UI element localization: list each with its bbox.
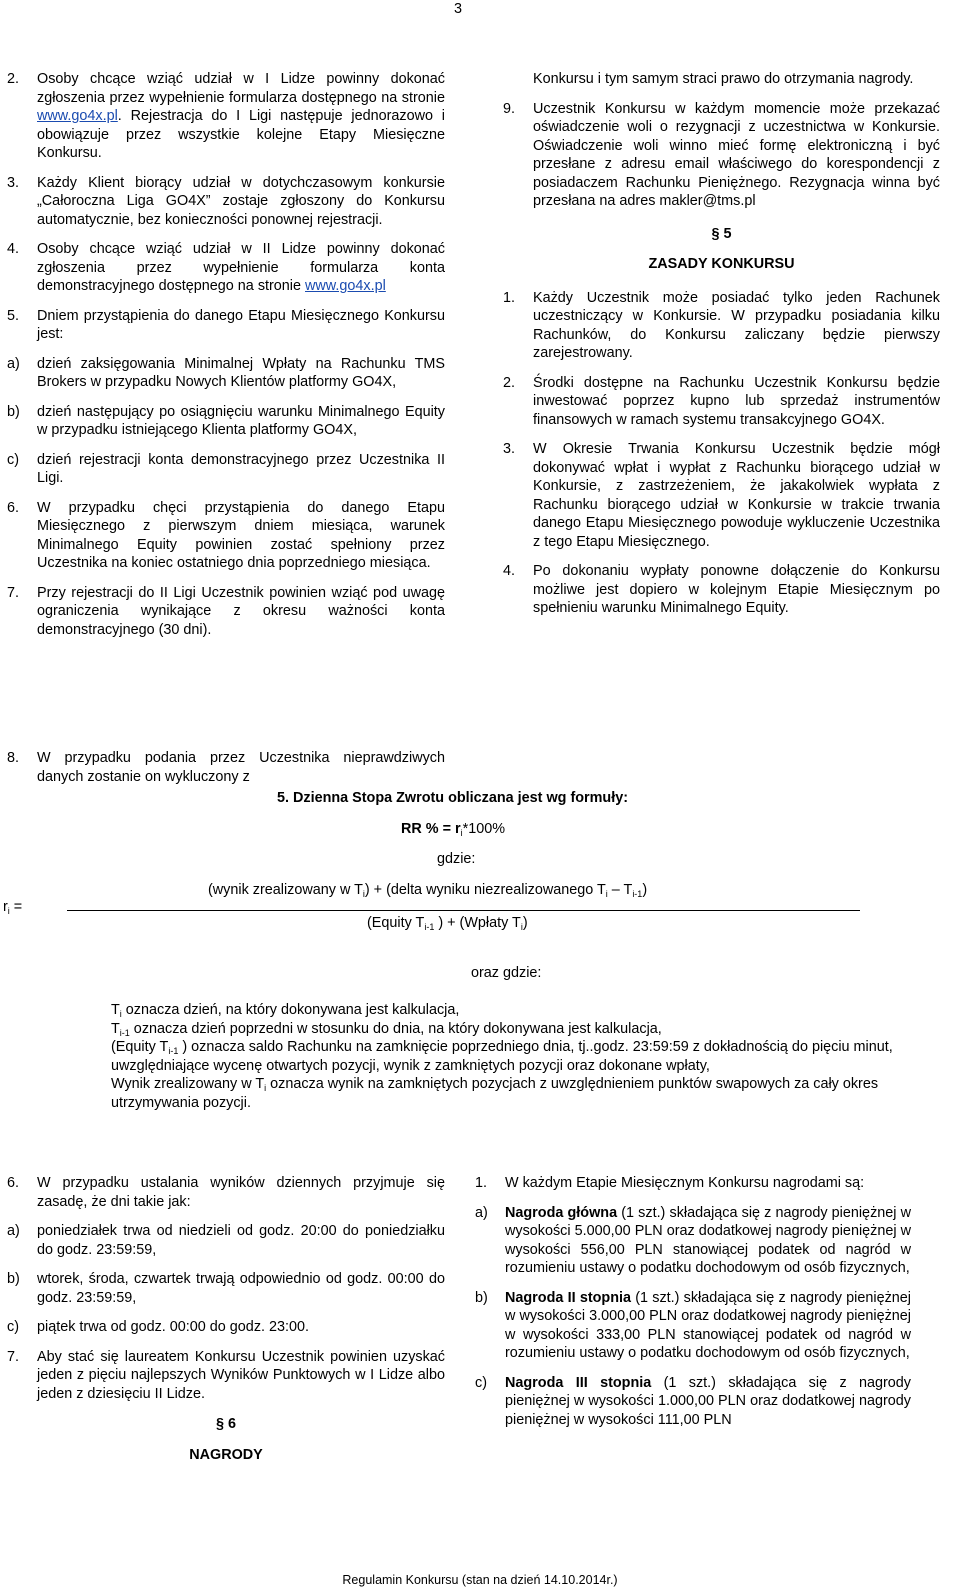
left-item-8: 8. W przypadku podania przez Uczestnika nieprawdziwych danych zostanie on wykluczony z xyxy=(7,750,445,785)
left-item-7: 7. Przy rejestracji do II Ligi Uczestnik powinien wziąć pod uwagę ograniczenia wynikające z okresu ważności konta demonstracyjnego (30 dni). xyxy=(7,584,445,638)
definition-wynik: Wynik zrealizowany w $T_i$ oznacza wynik na zamkniętych pozycjach z uwzględnieniem punktów swapowych za cały okres utrzymywania pozycji. xyxy=(111,1076,879,1111)
left-item-5b: b) dzień następujący po osiągnięciu warunku Minimalnego Equity w przypadku istniejącego Klienta platformy GO4X, xyxy=(7,403,445,438)
left-item-2: 2. Osoby chcące wziąć udział w I Lidze powinny dokonać zgłoszenia przez wypełnienie formularza dostępnego na stronie www.go4x.pl. Rejestracja do I Ligi następuje jednorazowo i obowiązuje przez wszystkie kolejne Etapy Miesięczne Konkursu. xyxy=(7,71,445,161)
go4x-link[interactable]: www.go4x.pl xyxy=(305,278,386,294)
definition-equity: (Equity $T_{i-1}$ ) oznacza saldo Rachunku na zamknięcie poprzedniego dnia, tj..godz. 23:59:59 z dokładnością do pięciu minut, uwzględniające wycenę otwartych pozycji, wynik z zamkniętych pozycji oraz dokonane wpłaty, xyxy=(111,1039,893,1074)
bottom-left-item-b: b) wtorek, środa, czwartek trwają odpowiednio od godz. 00:00 do godz. 23:59:59, xyxy=(7,1271,445,1306)
prize-main: a) Nagroda główna (1 szt.) składająca się z nagrody pieniężnej w wysokości 5.000,00 PLN oraz dodatkowej nagrody pieniężnej w wysokości 556,00 PLN stanowiącej podatek od nagród w rozumieniu ustawy o podatku dochodowym od osób fizycznych, xyxy=(475,1204,911,1276)
bottom-left-item-6: 6. W przypadku ustalania wyników dziennych przyjmuje się zasadę, że dni takie jak: xyxy=(7,1175,445,1210)
section-6-symbol: § 6 xyxy=(215,1416,236,1432)
left-item-5: 5. Dniem przystąpienia do danego Etapu Miesięcznego Konkursu jest: xyxy=(7,307,445,342)
right-item-1: 1. Każdy Uczestnik może posiadać tylko jeden Rachunek uczestniczący w Konkursie. W przypadku posiadania kilku Rachunków, do Konkursu zaliczany będzie pierwszy zarejestrowany. xyxy=(503,289,940,361)
formula-numerator: (wynik zrealizowany w $T_i$) + (delta wyniku niezrealizowanego $T_i - T_{i-1}$) xyxy=(208,882,648,899)
bottom-left-item-7: 7. Aby stać się laureatem Konkursu Uczestnik powinien uzyskać jeden z pięciu najlepszych Wyników Punktowych w I Lidze albo jeden z dziesięciu II Lidze. xyxy=(7,1348,445,1402)
section-5-symbol: § 5 xyxy=(711,225,732,242)
bottom-left-item-c: c) piątek trwa od godz. 00:00 do godz. 23:00. xyxy=(7,1319,310,1335)
bottom-left-item-a: a) poniedziałek trwa od niedzieli od godz. 20:00 do poniedziałku do godz. 23:59:59, xyxy=(7,1223,445,1258)
left-item-5a: a) dzień zaksięgowania Minimalnej Wpłaty na Rachunku TMS Brokers w przypadku Nowych Klientów platformy GO4X, xyxy=(7,355,445,390)
prize-second: b) Nagroda II stopnia (1 szt.) składająca się z nagrody pieniężnej w wysokości 3.000,00 PLN oraz dodatkowej nagrody pieniężnej w wysokości 333,00 PLN stanowiącej podatek od nagród w rozumieniu ustawy o podatku dochodowym od osób fizycznych, xyxy=(475,1289,911,1361)
right-item-9: 9. Uczestnik Konkursu w każdym momencie może przekazać oświadczenie woli o rezygnacji z uczestnictwa w Konkursie. Oświadczenie woli winno mieć formę elektroniczną i być przesłane z adresu email właściwego do korespondencji z posiadaczem Rachunku Pieniężnego. Rezygnacja winna być przesłana na adres makler@tms.pl xyxy=(503,100,940,209)
rr-formula: RR % = $r_i*100\%$ xyxy=(401,821,505,838)
right-item-3: 3. W Okresie Trwania Konkursu Uczestnik będzie mógł dokonywać wpłat i wypłat z Rachunku biorącego udział w Konkursie, z zastrzeżeniem, że jakakolwiek wypłata z Rachunku biorącego udział w Konkursie w trakcie trwania danego Etapu Miesięcznego powoduje wykluczenie Uczestnika z tego Etapu Miesięcznego. xyxy=(503,441,940,550)
definitions xyxy=(111,1001,916,1112)
formula-denominator: (Equity $T_{i-1}$ ) + (Wpłaty $T_i$) xyxy=(367,915,528,932)
right-item-4: 4. Po dokonaniu wypłaty ponowne dołączenie do Konkursu możliwe jest dopiero w kolejnym Etapie Miesięcznym po spełnieniu warunku Minimalnego Equity. xyxy=(503,563,940,616)
bottom-right-column xyxy=(475,1174,911,1440)
ri-label: $r_i$ = xyxy=(3,899,23,916)
fraction-line xyxy=(67,910,860,911)
left-item-6: 6. W przypadku chęci przystąpienia do danego Etapu Miesięcznego z pierwszym dniem miesiąca, warunek Minimalnego Equity powinien zostać spełniony przez Uczestnika na koniec ostatniego dnia poprzedniego miesiąca. xyxy=(7,499,445,571)
definition-ti-1: $T_{i-1}$ oznacza dzień poprzedni w stosunku do dnia, na który dokonywana jest kalkulacja, xyxy=(111,1020,662,1038)
go4x-link[interactable]: www.go4x.pl xyxy=(37,108,118,124)
right-continuation: Konkursu i tym samym straci prawo do otrzymania nagrody. xyxy=(533,71,914,87)
right-item-2: 2. Środki dostępne na Rachunku Uczestnik Konkursu będzie inwestować poprzez kupno lub sprzedaż instrumentów finansowych w ramach systemu transakcyjnego GO4X. xyxy=(503,374,940,428)
section-6-title: NAGRODY xyxy=(189,1446,263,1463)
left-column xyxy=(7,70,445,650)
prize-third: c) Nagroda III stopnia (1 szt.) składająca się z nagrody pieniężnej w wysokości 1.000,00 PLN oraz dodatkowej nagrody pieniężnej w wysokości 111,00 PLN xyxy=(475,1374,912,1428)
section-5-title: ZASADY KONKURSU xyxy=(648,256,795,272)
left-item-5c: c) dzień rejestracji konta demonstracyjnego przez Uczestnika II Ligi. xyxy=(7,451,445,486)
definition-ti: $T_i$ oznacza dzień, na który dokonywana jest kalkulacja, xyxy=(111,1002,460,1019)
oraz-gdzie-label: oraz gdzie: xyxy=(471,965,542,981)
gdzie-label: gdzie: xyxy=(437,851,476,867)
prizes-intro: 1. W każdym Etapie Miesięcznym Konkursu nagrodami są: xyxy=(475,1175,865,1191)
left-item-4: 4. Osoby chcące wziąć udział w II Lidze powinny dokonać zgłoszenia przez wypełnienie formularza konta demonstracyjnego dostępnego na stronie www.go4x.pl xyxy=(7,241,445,294)
left-item-3: 3. Każdy Klient biorący udział w dotychczasowym konkursie „Całoroczna Liga GO4X” zostaje zgłoszony do Konkursu automatycznie, bez konieczności ponownej rejestracji. xyxy=(7,174,445,228)
page-number: 3 xyxy=(454,1,463,17)
footer: Regulamin Konkursu (stan na dzień 14.10.2014r.) xyxy=(342,1573,618,1587)
right-column xyxy=(503,70,940,629)
formula-heading: 5. Dzienna Stopa Zwrotu obliczana jest wg formuły: xyxy=(277,790,629,806)
bottom-left-column xyxy=(7,1174,445,1464)
